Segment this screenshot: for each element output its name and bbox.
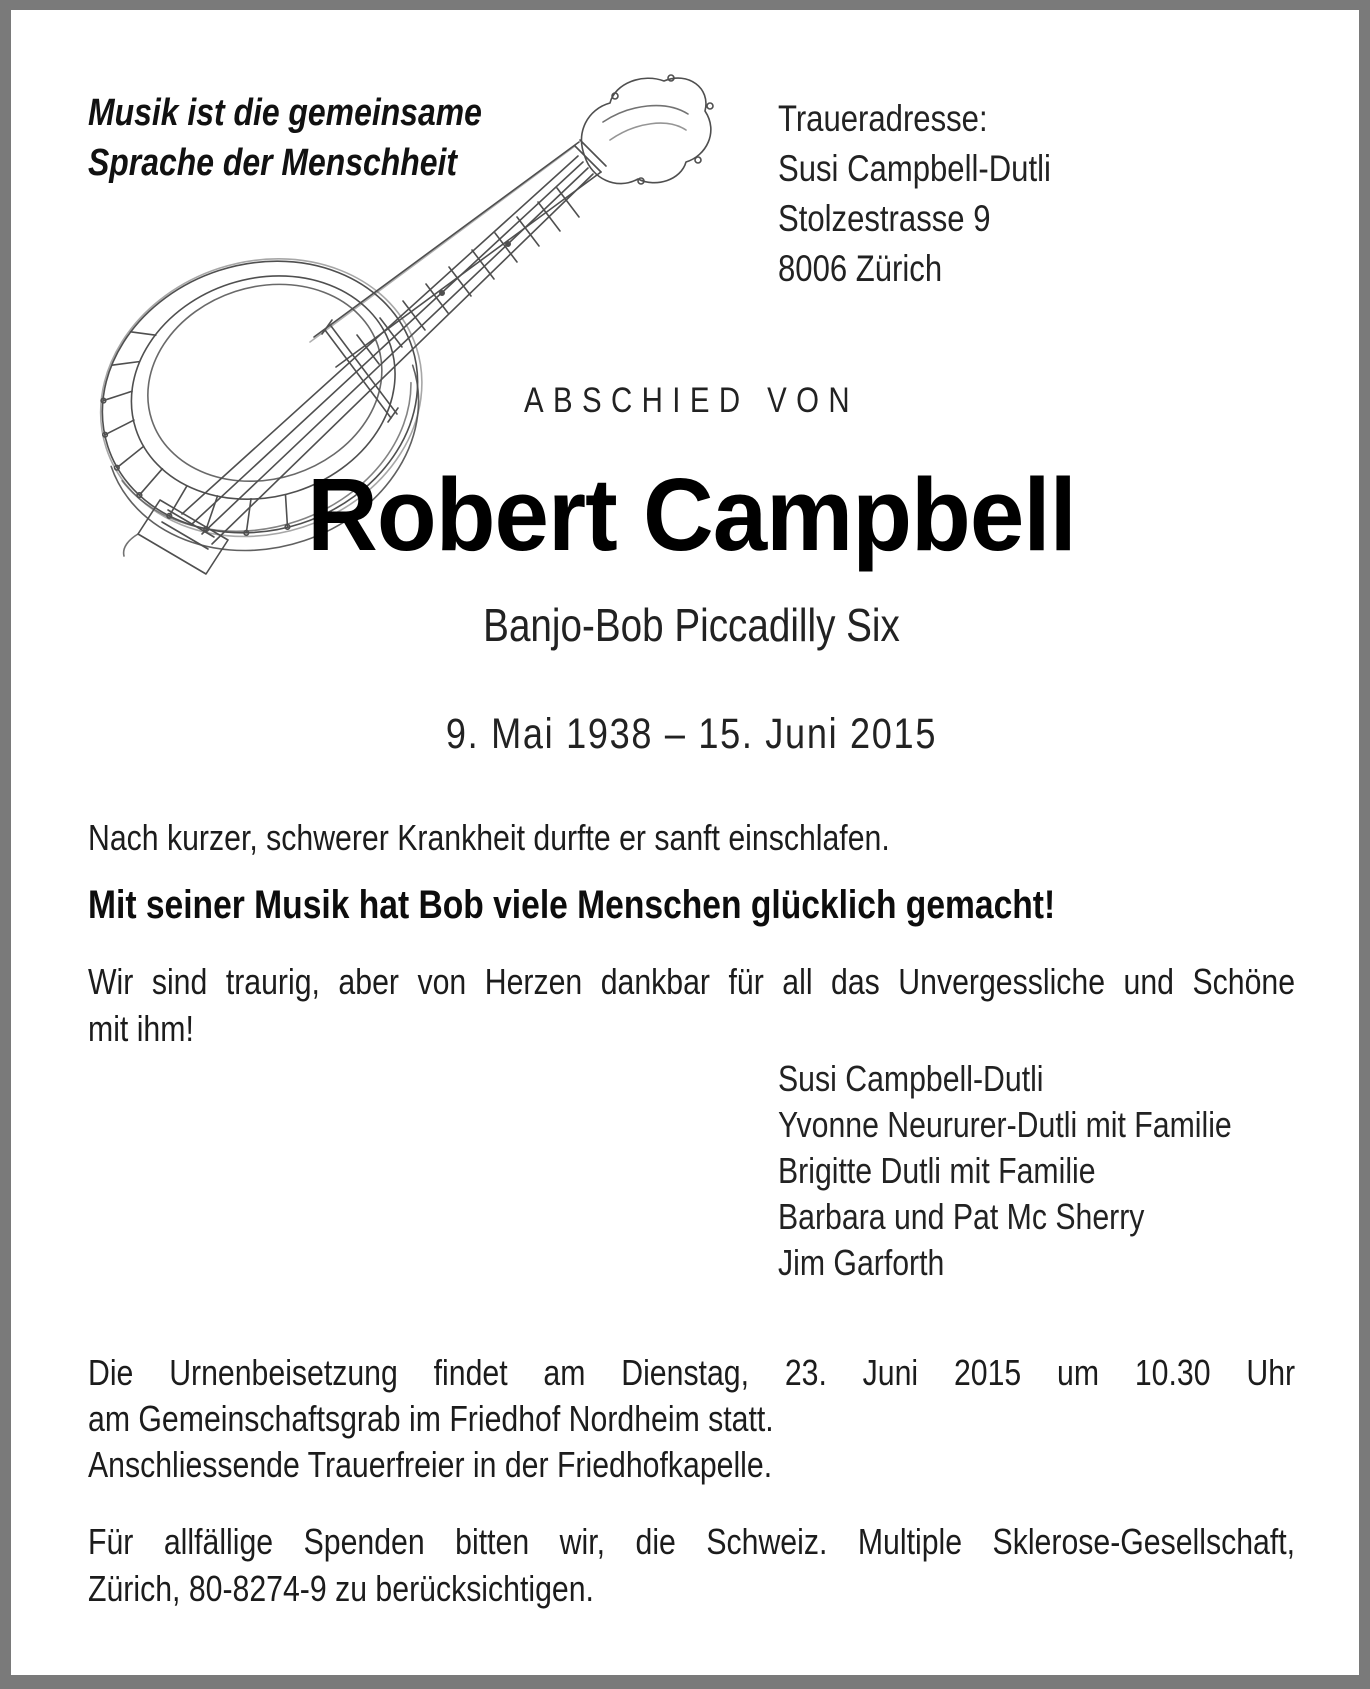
motto <box>88 88 676 188</box>
gratitude-line-2: mit ihm! <box>88 1008 194 1049</box>
farewell-kicker: ABSCHIED VON <box>523 381 860 420</box>
mourner-name: Barbara und Pat Mc Sherry <box>778 1196 1145 1237</box>
mourner-name: Yvonne Neururer-Dutli mit Familie <box>778 1104 1232 1145</box>
funeral-line-1: Die Urnenbeisetzung findet am Dienstag, 23. Juni 2015 um 10.30 Uhr <box>88 1352 1296 1393</box>
funeral-line-2: am Gemeinschaftsgrab im Friedhof Nordheim statt. <box>88 1398 774 1439</box>
gratitude-paragraph <box>88 958 1295 1052</box>
donation-line-1: Für allfällige Spenden bitten wir, die Schweiz. Multiple Sklerose-Gesellschaft, <box>88 1521 1296 1562</box>
mourners-list <box>778 1056 1370 1286</box>
address-line: Stolzestrasse 9 <box>778 198 991 239</box>
mourner-name: Susi Campbell-Dutli <box>778 1058 1044 1099</box>
address-line: Susi Campbell-Dutli <box>778 148 1051 189</box>
address-block <box>778 94 1316 294</box>
address-line: 8006 Zürich <box>778 248 943 289</box>
obituary-line: Nach kurzer, schwerer Krankheit durfte er sanft einschlafen. <box>88 817 890 858</box>
motto-line-1: Musik ist die gemeinsame <box>88 92 482 134</box>
deceased-name: Robert Campbell <box>307 457 1076 572</box>
donation-line-2: Zürich, 80-8274-9 zu berücksichtigen. <box>88 1568 594 1609</box>
funeral-details <box>88 1350 1295 1488</box>
tribute-bold-line: Mit seiner Musik hat Bob viele Menschen glücklich gemacht! <box>88 883 1056 927</box>
mourner-name: Jim Garforth <box>778 1242 945 1283</box>
address-label: Traueradresse: <box>778 98 988 139</box>
motto-line-2: Sprache der Menschheit <box>88 142 457 184</box>
donation-note <box>88 1518 1295 1612</box>
life-dates: 9. Mai 1938 – 15. Juni 2015 <box>445 710 938 758</box>
mourner-name: Brigitte Dutli mit Familie <box>778 1150 1096 1191</box>
gratitude-line-1: Wir sind traurig, aber von Herzen dankbar für all das Unvergessliche und Schöne <box>88 961 1296 1002</box>
band-name: Banjo-Bob Piccadilly Six <box>483 599 900 651</box>
funeral-line-3: Anschliessende Trauerfreier in der Friedhofkapelle. <box>88 1444 773 1485</box>
